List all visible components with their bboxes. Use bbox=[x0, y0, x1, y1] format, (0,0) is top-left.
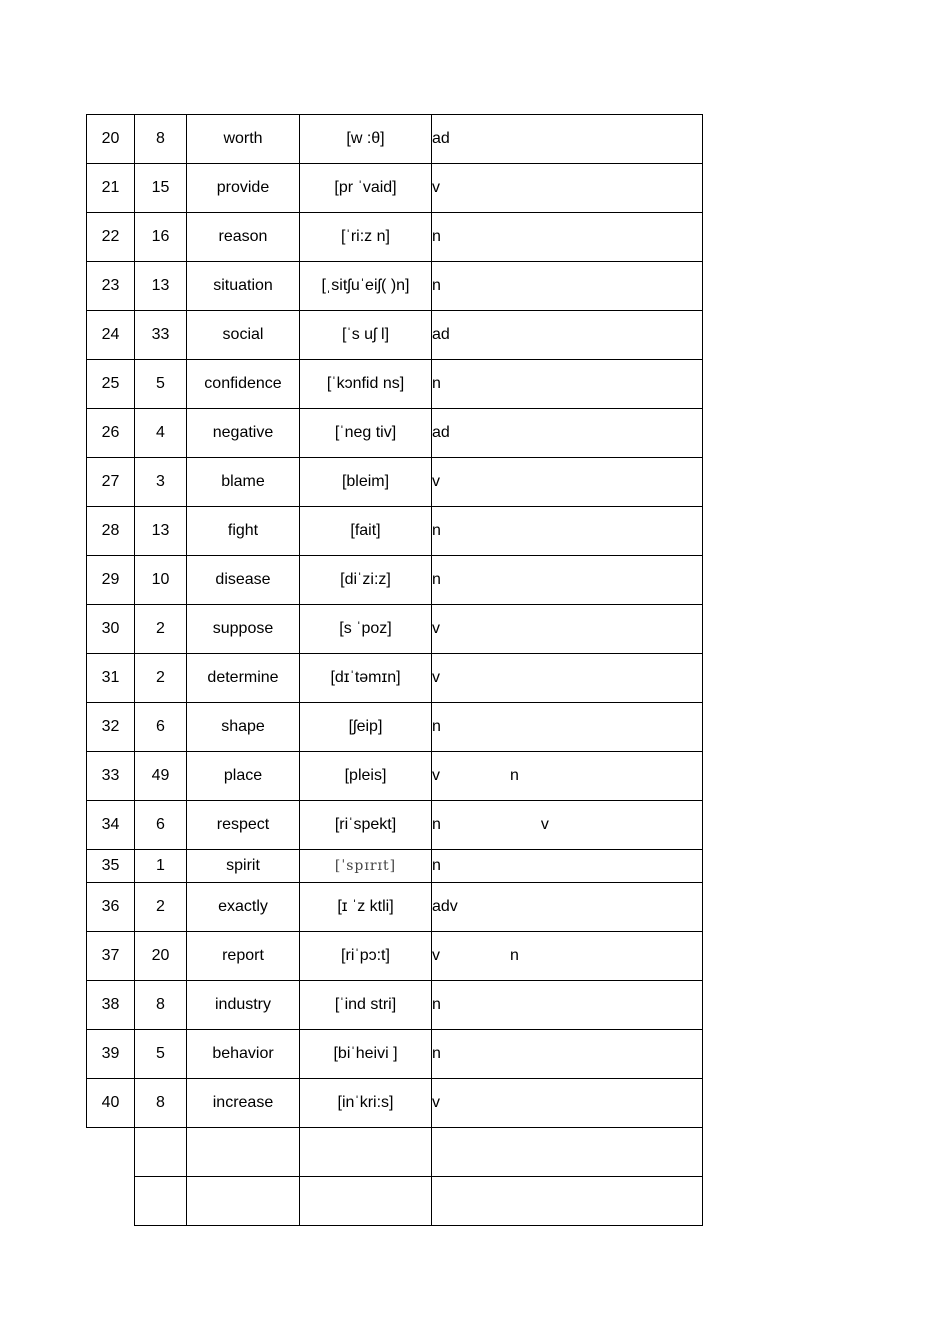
phonetic-cell bbox=[300, 164, 432, 213]
frequency-cell bbox=[135, 556, 187, 605]
frequency-cell-text: 13 bbox=[151, 522, 170, 539]
frequency-cell-text: 10 bbox=[151, 571, 170, 588]
word-cell-text: determine bbox=[207, 669, 279, 686]
empty-cell bbox=[187, 1177, 300, 1226]
row-number-cell bbox=[87, 409, 135, 458]
word-cell-text: reason bbox=[218, 228, 268, 245]
frequency-cell-text: 13 bbox=[151, 277, 170, 294]
phonetic-cell bbox=[300, 703, 432, 752]
word-cell-text: situation bbox=[213, 277, 273, 294]
frequency-cell bbox=[135, 115, 187, 164]
row-number-cell-text: 23 bbox=[101, 277, 120, 294]
row-number-cell bbox=[87, 1030, 135, 1079]
row-number-cell bbox=[87, 115, 135, 164]
row-number-cell bbox=[87, 360, 135, 409]
empty-cell bbox=[135, 1177, 187, 1226]
word-cell bbox=[187, 932, 300, 981]
frequency-cell bbox=[135, 703, 187, 752]
part-of-speech-cell bbox=[432, 115, 703, 164]
phonetic-cell-text: [pleis] bbox=[344, 767, 387, 784]
table-row bbox=[87, 654, 703, 703]
part-of-speech-label: adv bbox=[432, 898, 458, 915]
empty-cell bbox=[300, 1128, 432, 1177]
word-cell bbox=[187, 1079, 300, 1128]
word-cell-text: increase bbox=[212, 1094, 274, 1111]
part-of-speech-cell bbox=[432, 1079, 703, 1128]
frequency-cell bbox=[135, 409, 187, 458]
phonetic-cell-text: [riˈspekt] bbox=[334, 816, 397, 833]
word-cell bbox=[187, 883, 300, 932]
phonetic-cell bbox=[300, 556, 432, 605]
phonetic-cell-text: [bleim] bbox=[341, 473, 390, 490]
frequency-cell bbox=[135, 1079, 187, 1128]
part-of-speech-label: n bbox=[432, 718, 441, 735]
part-of-speech-label: v bbox=[540, 816, 549, 833]
phonetic-cell-text: [s ˈpoz] bbox=[339, 620, 392, 637]
frequency-cell bbox=[135, 801, 187, 850]
phonetic-cell bbox=[300, 213, 432, 262]
row-number-cell bbox=[87, 262, 135, 311]
word-cell bbox=[187, 164, 300, 213]
part-of-speech-label: v bbox=[432, 620, 440, 637]
row-number-cell-text: 21 bbox=[101, 179, 120, 196]
table-row bbox=[87, 556, 703, 605]
empty-table-row bbox=[87, 1177, 703, 1226]
phonetic-cell bbox=[300, 311, 432, 360]
frequency-cell-text: 4 bbox=[156, 424, 165, 441]
row-number-cell-text: 20 bbox=[101, 130, 120, 147]
word-cell bbox=[187, 981, 300, 1030]
table-row bbox=[87, 981, 703, 1030]
part-of-speech-cell bbox=[432, 703, 703, 752]
part-of-speech-cell bbox=[432, 556, 703, 605]
part-of-speech-label: n bbox=[510, 947, 519, 964]
part-of-speech-label: v bbox=[432, 669, 440, 686]
row-number-cell bbox=[87, 311, 135, 360]
frequency-cell bbox=[135, 507, 187, 556]
frequency-cell bbox=[135, 311, 187, 360]
empty-cell bbox=[432, 1128, 703, 1177]
phonetic-cell bbox=[300, 115, 432, 164]
phonetic-cell bbox=[300, 752, 432, 801]
word-cell-text: behavior bbox=[212, 1045, 274, 1062]
row-number-cell-text: 26 bbox=[101, 424, 120, 441]
part-of-speech-label: n bbox=[432, 277, 441, 294]
frequency-cell bbox=[135, 360, 187, 409]
row-number-cell-text: 36 bbox=[101, 898, 120, 915]
row-number-cell bbox=[87, 703, 135, 752]
word-cell-text: industry bbox=[214, 996, 272, 1013]
row-number-cell bbox=[87, 1079, 135, 1128]
frequency-cell-text: 2 bbox=[156, 898, 165, 915]
part-of-speech-label: ad bbox=[432, 130, 450, 147]
table-row bbox=[87, 1030, 703, 1079]
part-of-speech-label: v bbox=[432, 179, 440, 196]
empty-cell bbox=[87, 1177, 135, 1226]
phonetic-cell bbox=[300, 507, 432, 556]
part-of-speech-label: v bbox=[432, 1094, 440, 1111]
row-number-cell-text: 32 bbox=[101, 718, 120, 735]
row-number-cell-text: 35 bbox=[101, 857, 120, 874]
row-number-cell-text: 38 bbox=[101, 996, 120, 1013]
table-row bbox=[87, 213, 703, 262]
word-cell-text: negative bbox=[212, 424, 274, 441]
part-of-speech-cell bbox=[432, 262, 703, 311]
word-cell bbox=[187, 605, 300, 654]
part-of-speech-cell bbox=[432, 752, 703, 801]
row-number-cell-text: 30 bbox=[101, 620, 120, 637]
row-number-cell bbox=[87, 654, 135, 703]
part-of-speech-cell bbox=[432, 654, 703, 703]
row-number-cell-text: 24 bbox=[101, 326, 120, 343]
phonetic-cell bbox=[300, 932, 432, 981]
table-row bbox=[87, 850, 703, 883]
word-cell-text: suppose bbox=[212, 620, 274, 637]
phonetic-cell-text: [w :θ] bbox=[346, 130, 385, 147]
part-of-speech-label: n bbox=[432, 375, 441, 392]
frequency-cell-text: 8 bbox=[156, 130, 165, 147]
frequency-cell-text: 5 bbox=[156, 375, 165, 392]
word-cell-text: spirit bbox=[226, 857, 260, 874]
table-row bbox=[87, 752, 703, 801]
empty-cell bbox=[187, 1128, 300, 1177]
row-number-cell-text: 25 bbox=[101, 375, 120, 392]
phonetic-cell-text: [ˈkɔnfid ns] bbox=[326, 375, 405, 392]
row-number-cell bbox=[87, 801, 135, 850]
table-row bbox=[87, 801, 703, 850]
phonetic-cell bbox=[300, 458, 432, 507]
row-number-cell bbox=[87, 458, 135, 507]
phonetic-cell-text: [inˈkri:s] bbox=[337, 1094, 394, 1111]
frequency-cell bbox=[135, 932, 187, 981]
part-of-speech-label: n bbox=[432, 228, 441, 245]
part-of-speech-cell bbox=[432, 360, 703, 409]
frequency-cell-text: 5 bbox=[156, 1045, 165, 1062]
word-cell bbox=[187, 115, 300, 164]
word-cell bbox=[187, 507, 300, 556]
part-of-speech-label: n bbox=[432, 857, 441, 874]
table-row bbox=[87, 311, 703, 360]
frequency-cell bbox=[135, 164, 187, 213]
empty-cell bbox=[300, 1177, 432, 1226]
row-number-cell bbox=[87, 213, 135, 262]
part-of-speech-cell bbox=[432, 981, 703, 1030]
phonetic-cell bbox=[300, 883, 432, 932]
row-number-cell bbox=[87, 507, 135, 556]
frequency-cell bbox=[135, 213, 187, 262]
part-of-speech-label: n bbox=[510, 767, 519, 784]
word-cell bbox=[187, 654, 300, 703]
row-number-cell-text: 34 bbox=[101, 816, 120, 833]
phonetic-cell bbox=[300, 262, 432, 311]
empty-table-row bbox=[87, 1128, 703, 1177]
vocabulary-sheet bbox=[86, 114, 703, 1226]
row-number-cell-text: 37 bbox=[101, 947, 120, 964]
frequency-cell-text: 8 bbox=[156, 1094, 165, 1111]
table-row bbox=[87, 1079, 703, 1128]
part-of-speech-cell bbox=[432, 932, 703, 981]
frequency-cell bbox=[135, 850, 187, 883]
word-cell-text: disease bbox=[215, 571, 271, 588]
frequency-cell bbox=[135, 458, 187, 507]
phonetic-cell bbox=[300, 409, 432, 458]
part-of-speech-cell bbox=[432, 409, 703, 458]
phonetic-cell-text: [ˈri:z n] bbox=[341, 228, 390, 245]
frequency-cell-text: 2 bbox=[156, 669, 165, 686]
row-number-cell-text: 22 bbox=[101, 228, 120, 245]
frequency-cell-text: 2 bbox=[156, 620, 165, 637]
part-of-speech-cell bbox=[432, 311, 703, 360]
phonetic-cell-text: [fait] bbox=[350, 522, 381, 539]
word-cell bbox=[187, 850, 300, 883]
frequency-cell-text: 8 bbox=[156, 996, 165, 1013]
frequency-cell-text: 33 bbox=[151, 326, 170, 343]
frequency-cell bbox=[135, 883, 187, 932]
phonetic-cell bbox=[300, 360, 432, 409]
row-number-cell bbox=[87, 752, 135, 801]
phonetic-cell bbox=[300, 1030, 432, 1079]
word-cell bbox=[187, 458, 300, 507]
frequency-cell-text: 20 bbox=[151, 947, 170, 964]
phonetic-cell-text: [dɪˈtəmɪn] bbox=[330, 669, 401, 686]
word-cell bbox=[187, 262, 300, 311]
frequency-cell bbox=[135, 654, 187, 703]
frequency-cell-text: 1 bbox=[156, 857, 165, 874]
part-of-speech-cell bbox=[432, 164, 703, 213]
phonetic-cell-text: [ˈneg tiv] bbox=[334, 424, 397, 441]
table-row bbox=[87, 262, 703, 311]
part-of-speech-label: ad bbox=[432, 326, 450, 343]
word-cell-text: blame bbox=[221, 473, 265, 490]
phonetic-cell-text: [ˈind stri] bbox=[334, 996, 397, 1013]
part-of-speech-label: n bbox=[432, 1045, 441, 1062]
frequency-cell bbox=[135, 605, 187, 654]
row-number-cell-text: 29 bbox=[101, 571, 120, 588]
word-cell bbox=[187, 556, 300, 605]
empty-cell bbox=[135, 1128, 187, 1177]
frequency-cell-text: 15 bbox=[151, 179, 170, 196]
word-cell-text: report bbox=[222, 947, 264, 964]
phonetic-cell-text: [ɪ ˈz ktli] bbox=[337, 898, 394, 915]
frequency-cell bbox=[135, 262, 187, 311]
part-of-speech-label: n bbox=[432, 571, 441, 588]
word-cell bbox=[187, 1030, 300, 1079]
phonetic-cell-text: [ˈs uʃ l] bbox=[341, 326, 390, 343]
word-cell bbox=[187, 752, 300, 801]
word-cell-text: place bbox=[223, 767, 263, 784]
table-row bbox=[87, 883, 703, 932]
empty-cell bbox=[432, 1177, 703, 1226]
word-cell bbox=[187, 311, 300, 360]
row-number-cell-text: 27 bbox=[101, 473, 120, 490]
row-number-cell bbox=[87, 883, 135, 932]
word-cell bbox=[187, 360, 300, 409]
word-cell-text: provide bbox=[216, 179, 270, 196]
table-row bbox=[87, 360, 703, 409]
row-number-cell-text: 33 bbox=[101, 767, 120, 784]
part-of-speech-cell bbox=[432, 1030, 703, 1079]
word-cell-text: confidence bbox=[204, 375, 282, 392]
part-of-speech-cell bbox=[432, 801, 703, 850]
frequency-cell-text: 6 bbox=[156, 718, 165, 735]
phonetic-cell-text: [ˌsitʃuˈeiʃ( )n] bbox=[321, 277, 410, 294]
phonetic-cell bbox=[300, 605, 432, 654]
word-cell bbox=[187, 409, 300, 458]
part-of-speech-cell bbox=[432, 605, 703, 654]
table-row bbox=[87, 458, 703, 507]
phonetic-cell-text: [riˈpɔ:t] bbox=[341, 947, 390, 964]
phonetic-cell-text: [diˈzi:z] bbox=[340, 571, 391, 588]
frequency-cell-text: 6 bbox=[156, 816, 165, 833]
word-cell bbox=[187, 801, 300, 850]
word-cell-text: social bbox=[222, 326, 264, 343]
part-of-speech-cell bbox=[432, 458, 703, 507]
part-of-speech-label: n bbox=[432, 996, 441, 1013]
frequency-cell-text: 16 bbox=[151, 228, 170, 245]
row-number-cell-text: 40 bbox=[101, 1094, 120, 1111]
word-cell-text: exactly bbox=[218, 898, 268, 915]
row-number-cell bbox=[87, 981, 135, 1030]
phonetic-cell bbox=[300, 801, 432, 850]
phonetic-cell bbox=[300, 654, 432, 703]
frequency-cell bbox=[135, 1030, 187, 1079]
row-number-cell-text: 31 bbox=[101, 669, 120, 686]
row-number-cell bbox=[87, 605, 135, 654]
phonetic-cell bbox=[300, 1079, 432, 1128]
table-row bbox=[87, 703, 703, 752]
part-of-speech-cell bbox=[432, 213, 703, 262]
frequency-cell-text: 3 bbox=[156, 473, 165, 490]
word-cell bbox=[187, 213, 300, 262]
row-number-cell bbox=[87, 932, 135, 981]
row-number-cell bbox=[87, 556, 135, 605]
phonetic-cell-text: [pr ˈvaid] bbox=[334, 179, 397, 196]
row-number-cell-text: 28 bbox=[101, 522, 120, 539]
word-cell-text: worth bbox=[223, 130, 263, 147]
table-row bbox=[87, 932, 703, 981]
part-of-speech-label: n bbox=[432, 522, 441, 539]
row-number-cell-text: 39 bbox=[101, 1045, 120, 1062]
empty-cell bbox=[87, 1128, 135, 1177]
part-of-speech-cell bbox=[432, 850, 703, 883]
table-row bbox=[87, 115, 703, 164]
word-cell bbox=[187, 703, 300, 752]
row-number-cell bbox=[87, 850, 135, 883]
phonetic-cell bbox=[300, 981, 432, 1030]
row-number-cell bbox=[87, 164, 135, 213]
word-cell-text: fight bbox=[227, 522, 259, 539]
word-cell-text: shape bbox=[221, 718, 265, 735]
table-row bbox=[87, 409, 703, 458]
part-of-speech-label: ad bbox=[432, 424, 450, 441]
phonetic-cell-text: [ˈspɪrɪt] bbox=[334, 858, 397, 874]
part-of-speech-label: n bbox=[432, 816, 441, 833]
table-row bbox=[87, 605, 703, 654]
word-cell-text: respect bbox=[216, 816, 270, 833]
part-of-speech-label: v bbox=[432, 947, 440, 964]
part-of-speech-cell bbox=[432, 883, 703, 932]
part-of-speech-cell bbox=[432, 507, 703, 556]
vocabulary-table bbox=[86, 114, 703, 1226]
phonetic-cell bbox=[300, 850, 432, 883]
part-of-speech-label: v bbox=[432, 473, 440, 490]
table-row bbox=[87, 507, 703, 556]
phonetic-cell-text: [ʃeip] bbox=[348, 718, 383, 735]
part-of-speech-label: v bbox=[432, 767, 440, 784]
frequency-cell bbox=[135, 981, 187, 1030]
table-row bbox=[87, 164, 703, 213]
frequency-cell-text: 49 bbox=[151, 767, 170, 784]
frequency-cell bbox=[135, 752, 187, 801]
vocabulary-table-body bbox=[87, 115, 703, 1226]
phonetic-cell-text: [biˈheivi ] bbox=[333, 1045, 398, 1062]
